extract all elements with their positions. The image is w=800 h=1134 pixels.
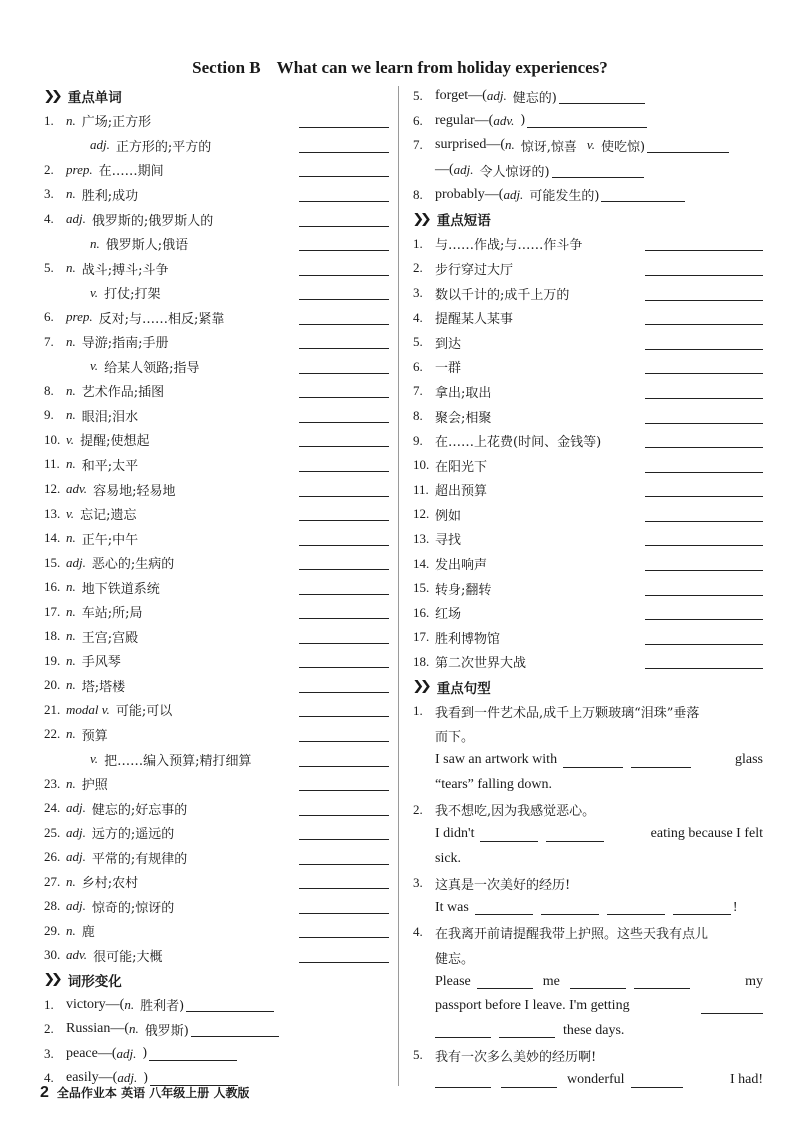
phrase-item: 6. 一群	[413, 355, 763, 380]
sentence-item: 5. 我有一次多么美妙的经历啊!	[413, 1047, 597, 1065]
phrase-item: 18. 第二次世界大战	[413, 650, 763, 675]
answer-blank[interactable]	[299, 752, 389, 767]
answer-blank[interactable]	[299, 162, 389, 177]
page-number: 2	[40, 1084, 49, 1101]
answer-blank[interactable]	[299, 555, 389, 570]
answer-blank[interactable]	[634, 974, 690, 989]
answer-blank[interactable]	[645, 286, 763, 301]
answer-blank[interactable]	[299, 923, 389, 938]
sentence-item: 1. 我看到一件艺术品,成千上万颗玻璃“泪珠”垂落	[413, 703, 700, 721]
answer-blank[interactable]	[645, 605, 763, 620]
phrase-item: 8. 聚会;相聚	[413, 404, 763, 429]
phrase-item: 16. 红场	[413, 600, 763, 625]
phrase-item: 17. 胜利博物馆	[413, 625, 763, 650]
page-footer	[40, 1084, 249, 1106]
phrase-item: 9. 在……上花费(时间、金钱等)	[413, 428, 763, 453]
answer-blank[interactable]	[559, 89, 645, 104]
answer-blank[interactable]	[299, 310, 389, 325]
word-item: n. 俄罗斯人;俄语	[44, 231, 389, 256]
answer-blank[interactable]	[299, 432, 389, 447]
form-item: 2. Russian—( n. 俄罗斯)	[44, 1017, 389, 1042]
heading-phrases: ❯❯ 重点短语	[412, 211, 491, 230]
answer-blank[interactable]	[299, 383, 389, 398]
word-item: 22. n. 预算	[44, 722, 389, 747]
answer-blank[interactable]	[299, 604, 389, 619]
word-item: 26. adj. 平常的;有规律的	[44, 845, 389, 870]
phrase-item: 12. 例如	[413, 502, 763, 527]
phrase-item: 11. 超出预算	[413, 478, 763, 503]
answer-blank[interactable]	[645, 531, 763, 546]
word-item: 8. n. 艺术作品;插图	[44, 379, 389, 404]
answer-blank[interactable]	[527, 113, 647, 128]
answer-blank[interactable]	[299, 727, 389, 742]
answer-blank[interactable]	[299, 138, 389, 153]
sentence-item: 2. 我不想吃,因为我感觉恶心。	[413, 801, 596, 820]
form-item: 3. peace—( adj. )	[44, 1041, 389, 1066]
word-item: 6. prep. 反对;与……相反;紧靠	[44, 305, 389, 330]
answer-blank[interactable]	[673, 900, 731, 915]
answer-blank[interactable]	[631, 1073, 683, 1088]
answer-blank[interactable]	[647, 138, 729, 153]
answer-blank[interactable]	[645, 654, 763, 669]
answer-blank[interactable]	[701, 999, 763, 1014]
words-list	[44, 109, 389, 968]
answer-blank[interactable]	[149, 1046, 237, 1061]
sentence-item: 4. 在我离开前请提醒我带上护照。这些天我有点儿	[413, 924, 709, 942]
phrase-item: 5. 到达	[413, 330, 763, 355]
answer-blank[interactable]	[299, 457, 389, 472]
sentence-item: 3. 这真是一次美好的经历!	[413, 875, 571, 893]
section-question: What can we learn from holiday experiences?	[276, 58, 608, 77]
answer-blank[interactable]	[299, 899, 389, 914]
word-item: 11. n. 和平;太平	[44, 452, 389, 477]
form-item: 5. forget—( adj. 健忘的)	[413, 84, 763, 109]
answer-blank[interactable]	[299, 285, 389, 300]
left-column	[44, 84, 389, 1090]
right-column: 5. forget—( adj. 健忘的) 6. regular—( adv. ) 7. surprised—( n. 惊讶,惊喜 v. 使吃惊) —( adj. 令人惊讶的) 8. probably—( adj. 可能发生的) ❯❯ 重点短语 1. 与……作战;与……作斗争 2. 步行穿过大厅 3. 数以千计的;成千上万的 4. 提醒某人某事 5. 到达 6. 一群 7. 拿出;取出 8. 聚会;相聚 9. 在……上花费(时间、金钱等) 10. 在阳光下 11. 超出预算 12. 例如 13. 寻找 14. 发出响声 15. 转身;翻转 16. 红场 17. 胜利博物馆 18. 第二次世界大战 ❯❯ 重点句型 1. 我看到一件艺术品,成千上万颗玻璃“泪珠”垂落 而下。 I saw an artwork with glass “tears” falling down. 2. 我不想吃,因为我感觉恶心。 I didn't eating because I felt sick. 3. 这真是一次美好的经历! It was ! 4. 在我离开前请提醒我带上护照。这些天我有点儿 健忘。 Please me my passport before I leave. I'm getting these days. 5. 我有一次多么美妙的经历啊! wonderful I had!	[413, 84, 763, 1092]
form-item: 6. regular—( adv. )	[413, 109, 763, 134]
answer-blank[interactable]	[299, 408, 389, 423]
answer-blank[interactable]	[645, 630, 763, 645]
word-item: 10. v. 提醒;使想起	[44, 428, 389, 453]
answer-blank[interactable]	[645, 507, 763, 522]
answer-blank[interactable]	[299, 113, 389, 128]
answer-blank[interactable]	[299, 261, 389, 276]
chevron-right-icon: ❯❯	[43, 88, 59, 104]
word-item: 20. n. 塔;塔楼	[44, 673, 389, 698]
phrase-item: 15. 转身;翻转	[413, 576, 763, 601]
answer-blank[interactable]	[645, 261, 763, 276]
word-item: 2. prep. 在……期间	[44, 158, 389, 183]
answer-blank[interactable]	[645, 236, 763, 251]
form-item: 8. probably—( adj. 可能发生的)	[413, 182, 763, 207]
heading-sentences: ❯❯ 重点句型	[412, 679, 491, 697]
form-item: 1. victory—( n. 胜利者)	[44, 992, 389, 1017]
answer-blank[interactable]	[299, 531, 389, 546]
word-item: 19. n. 手风琴	[44, 649, 389, 674]
chevron-right-icon: ❯❯	[412, 679, 428, 695]
answer-blank[interactable]	[299, 187, 389, 202]
word-item: 3. n. 胜利;成功	[44, 182, 389, 207]
word-item: 1. n. 广场;正方形	[44, 109, 389, 134]
answer-blank[interactable]	[607, 900, 665, 915]
answer-blank[interactable]	[435, 1023, 491, 1038]
answer-blank[interactable]	[299, 629, 389, 644]
answer-blank[interactable]	[501, 1073, 557, 1088]
answer-blank[interactable]	[631, 753, 691, 768]
answer-blank[interactable]	[299, 359, 389, 374]
answer-blank[interactable]	[645, 384, 763, 399]
answer-blank[interactable]	[645, 433, 763, 448]
answer-blank[interactable]	[645, 581, 763, 596]
phrase-item: 3. 数以千计的;成千上万的	[413, 281, 763, 306]
answer-blank[interactable]	[541, 900, 599, 915]
word-item: 16. n. 地下铁道系统	[44, 575, 389, 600]
phrase-item: 14. 发出响声	[413, 551, 763, 576]
phrase-item: 7. 拿出;取出	[413, 379, 763, 404]
word-item: 29. n. 鹿	[44, 919, 389, 944]
word-item: 25. adj. 远方的;遥远的	[44, 820, 389, 845]
answer-blank[interactable]	[563, 753, 623, 768]
word-item: 15. adj. 恶心的;生病的	[44, 550, 389, 575]
answer-blank[interactable]	[475, 900, 533, 915]
answer-blank[interactable]	[299, 653, 389, 668]
word-item: 4. adj. 俄罗斯的;俄罗斯人的	[44, 207, 389, 232]
word-item: 18. n. 王宫;宫殿	[44, 624, 389, 649]
answer-blank[interactable]	[645, 458, 763, 473]
phrase-item: 4. 提醒某人某事	[413, 305, 763, 330]
answer-blank[interactable]	[299, 580, 389, 595]
word-item: v. 打仗;打架	[44, 280, 389, 305]
answer-blank[interactable]	[299, 212, 389, 227]
form-item: —( adj. 令人惊讶的)	[413, 158, 763, 183]
form-item: 7. surprised—( n. 惊讶,惊喜 v. 使吃惊)	[413, 133, 763, 158]
answer-blank[interactable]	[645, 359, 763, 374]
word-item: 9. n. 眼泪;泪水	[44, 403, 389, 428]
word-item: v. 把……编入预算;精打细算	[44, 747, 389, 772]
answer-blank[interactable]	[601, 187, 685, 202]
answer-blank[interactable]	[499, 1023, 555, 1038]
answer-blank[interactable]	[299, 334, 389, 349]
phrase-item: 2. 步行穿过大厅	[413, 256, 763, 281]
answer-blank[interactable]	[477, 974, 533, 989]
heading-forms: ❯❯ 词形变化	[43, 972, 122, 990]
column-divider	[398, 86, 399, 1086]
word-item: adj. 正方形的;平方的	[44, 133, 389, 158]
word-item: v. 给某人领路;指导	[44, 354, 389, 379]
answer-blank[interactable]	[570, 974, 626, 989]
chevron-right-icon: ❯❯	[43, 972, 59, 988]
word-item: 28. adj. 惊奇的;惊讶的	[44, 894, 389, 919]
book-title: 全品作业本 英语 八年级上册 人教版	[56, 1086, 250, 1100]
answer-blank[interactable]	[299, 948, 389, 963]
word-item: 30. adv. 很可能;大概	[44, 943, 389, 968]
word-item: 23. n. 护照	[44, 771, 389, 796]
phrase-item: 13. 寻找	[413, 527, 763, 552]
answer-blank[interactable]	[645, 310, 763, 325]
answer-blank[interactable]	[186, 997, 274, 1012]
word-item: 13. v. 忘记;遗忘	[44, 501, 389, 526]
word-item: 5. n. 战斗;搏斗;斗争	[44, 256, 389, 281]
answer-blank[interactable]	[299, 506, 389, 521]
answer-blank[interactable]	[435, 1073, 491, 1088]
answer-blank[interactable]	[645, 556, 763, 571]
answer-blank[interactable]	[299, 850, 389, 865]
answer-blank[interactable]	[546, 827, 604, 842]
answer-blank[interactable]	[480, 827, 538, 842]
answer-blank[interactable]	[645, 409, 763, 424]
answer-blank[interactable]	[299, 482, 389, 497]
answer-blank[interactable]	[299, 776, 389, 791]
word-item: 14. n. 正午;中午	[44, 526, 389, 551]
word-item: 17. n. 车站;所;局	[44, 599, 389, 624]
phrase-item: 10. 在阳光下	[413, 453, 763, 478]
answer-blank[interactable]	[645, 335, 763, 350]
word-item: 21. modal v. 可能;可以	[44, 698, 389, 723]
answer-blank[interactable]	[645, 482, 763, 497]
phrase-item: 1. 与……作战;与……作斗争	[413, 232, 763, 257]
answer-blank[interactable]	[299, 874, 389, 889]
answer-blank[interactable]	[299, 236, 389, 251]
chevron-right-icon: ❯❯	[412, 211, 428, 227]
answer-blank[interactable]	[299, 702, 389, 717]
word-item: 24. adj. 健忘的;好忘事的	[44, 796, 389, 821]
form-item: 4. easily—( adj. )	[44, 1066, 389, 1091]
heading-words: ❯❯ 重点单词	[43, 88, 122, 107]
answer-blank[interactable]	[299, 825, 389, 840]
word-item: 27. n. 乡村;农村	[44, 870, 389, 895]
page-title	[0, 58, 800, 78]
word-item: 12. adv. 容易地;轻易地	[44, 477, 389, 502]
word-item: 7. n. 导游;指南;手册	[44, 329, 389, 354]
section-label: Section B	[192, 58, 261, 77]
answer-blank[interactable]	[299, 801, 389, 816]
answer-blank[interactable]	[191, 1022, 279, 1037]
answer-blank[interactable]	[552, 163, 644, 178]
answer-blank[interactable]	[299, 678, 389, 693]
phrases-list	[413, 232, 763, 675]
